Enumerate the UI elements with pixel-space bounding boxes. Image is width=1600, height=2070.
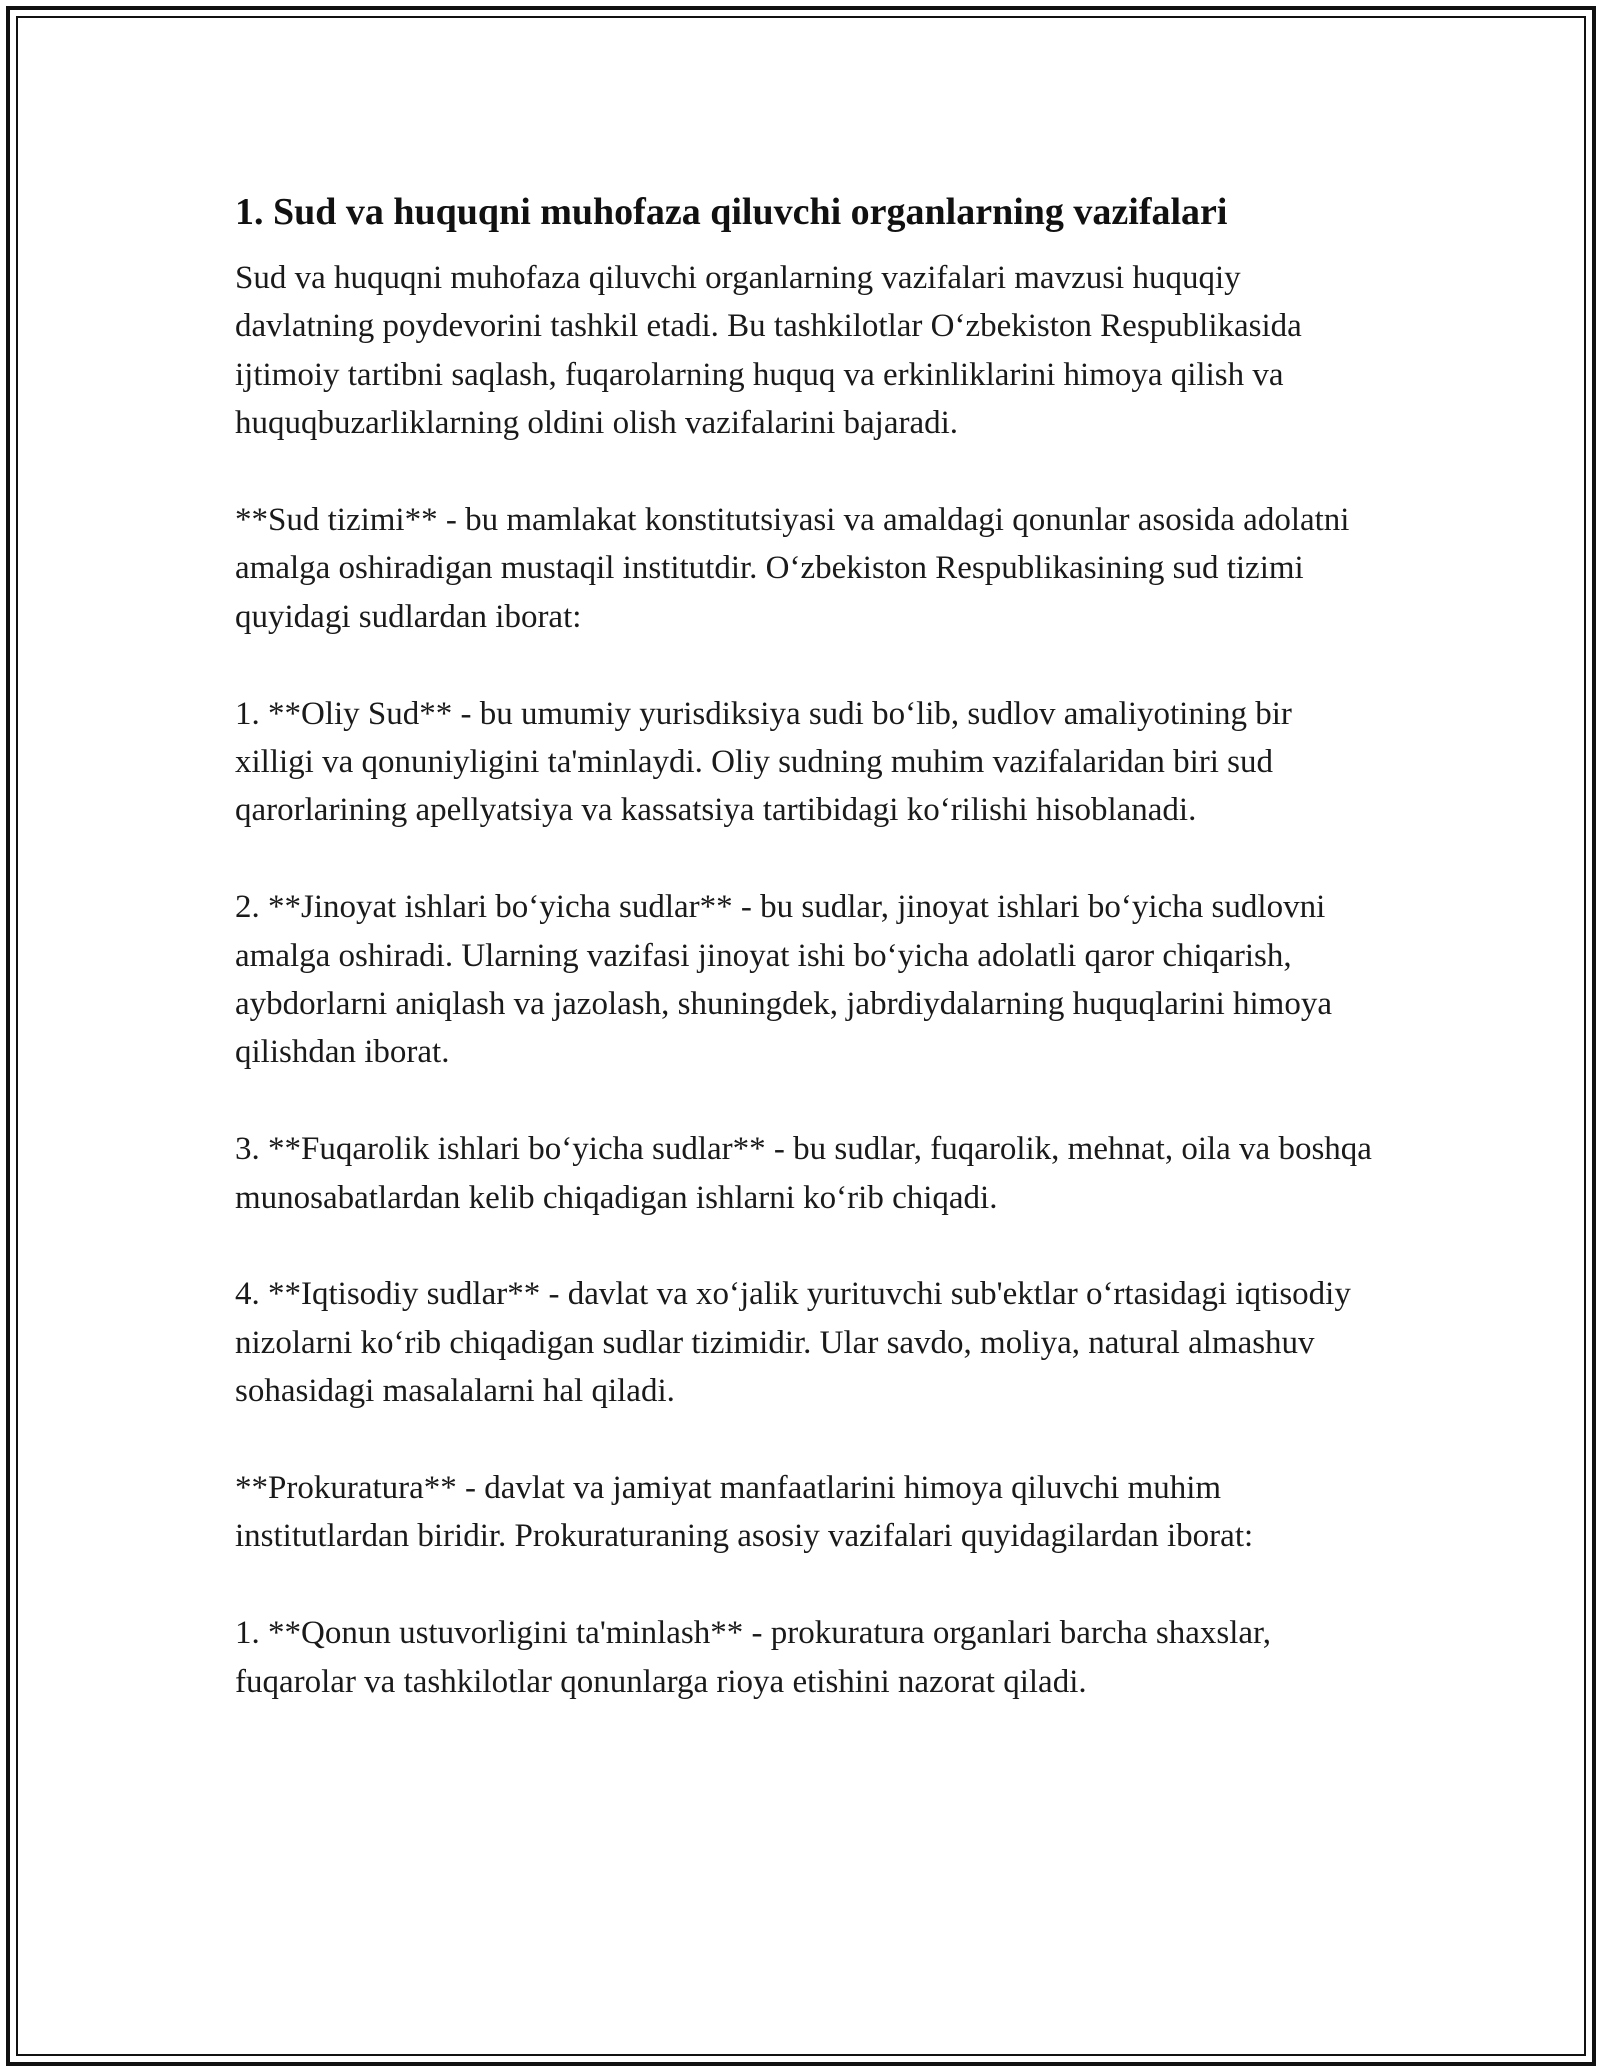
paragraph-oliy-sud: 1. **Oliy Sud** - bu umumiy yurisdiksiya sudi bo‘lib, sudlov amaliyotining bir xilligi va qonuniyligini ta'minlaydi. Oliy sudning muhim vazifalaridan biri sud qarorlarining apellyatsiya va kassatsiya tartibidagi ko‘rilishi hisoblanadi.: [235, 695, 1292, 829]
paragraph-fuqarolik-sudlar: 3. **Fuqarolik ishlari bo‘yicha sudlar** - bu sudlar, fuqarolik, mehnat, oila va boshqa munosabatlardan kelib chiqadigan ishlarni ko‘rib chiqadi.: [235, 1131, 1372, 1216]
paragraph-jinoyat-sudlar: 2. **Jinoyat ishlari bo‘yicha sudlar** - bu sudlar, jinoyat ishlari bo‘yicha sudlovni amalga oshiradi. Ularning vazifasi jinoyat ishi bo‘yicha adolatli qaror chiqarish, aybdorlarni aniqlash va jazolash, shuningdek, jabrdiydalarning huquqlarini himoya qilishdan iborat.: [235, 889, 1332, 1071]
paragraph-prokuratura: **Prokuratura** - davlat va jamiyat manfaatlarini himoya qiluvchi muhim institutlardan biridir. Prokuraturaning asosiy vazifalari quyidagilardan iborat:: [235, 1470, 1254, 1555]
paragraph-qonun-ustuvorligi: 1. **Qonun ustuvorligini ta'minlash** - prokuratura organlari barcha shaxslar, fuqarolar va tashkilotlar qonunlarga rioya etishini nazorat qiladi.: [235, 1615, 1271, 1700]
paragraph-iqtisodiy-sudlar: 4. **Iqtisodiy sudlar** - davlat va xo‘jalik yurituvchi sub'ektlar o‘rtasidagi iqtisodiy nizolarni ko‘rib chiqadigan sudlar tizimidir. Ular savdo, moliya, natural almashuv sohasidagi masalalarni hal qiladi.: [235, 1276, 1351, 1410]
paragraph-intro: Sud va huquqni muhofaza qiluvchi organlarning vazifalari mavzusi huquqiy davlatning poydevorini tashkil etadi. Bu tashkilotlar O‘zbekiston Respublikasida ijtimoiy tartibni saqlash, fuqarolarning huquq va erkinliklarini himoya qilish va huquqbuzarliklarning oldini olish vazifalarini bajaradi.: [235, 260, 1302, 442]
document-body: [235, 186, 1375, 1754]
section-title: 1. Sud va huquqni muhofaza qiluvchi organlarning vazifalari: [235, 191, 1228, 233]
paragraph-sud-tizimi: **Sud tizimi** - bu mamlakat konstitutsiyasi va amaldagi qonunlar asosida adolatni amalga oshiradigan mustaqil institutdir. O‘zbekiston Respublikasining sud tizimi quyidagi sudlardan iborat:: [235, 502, 1350, 635]
